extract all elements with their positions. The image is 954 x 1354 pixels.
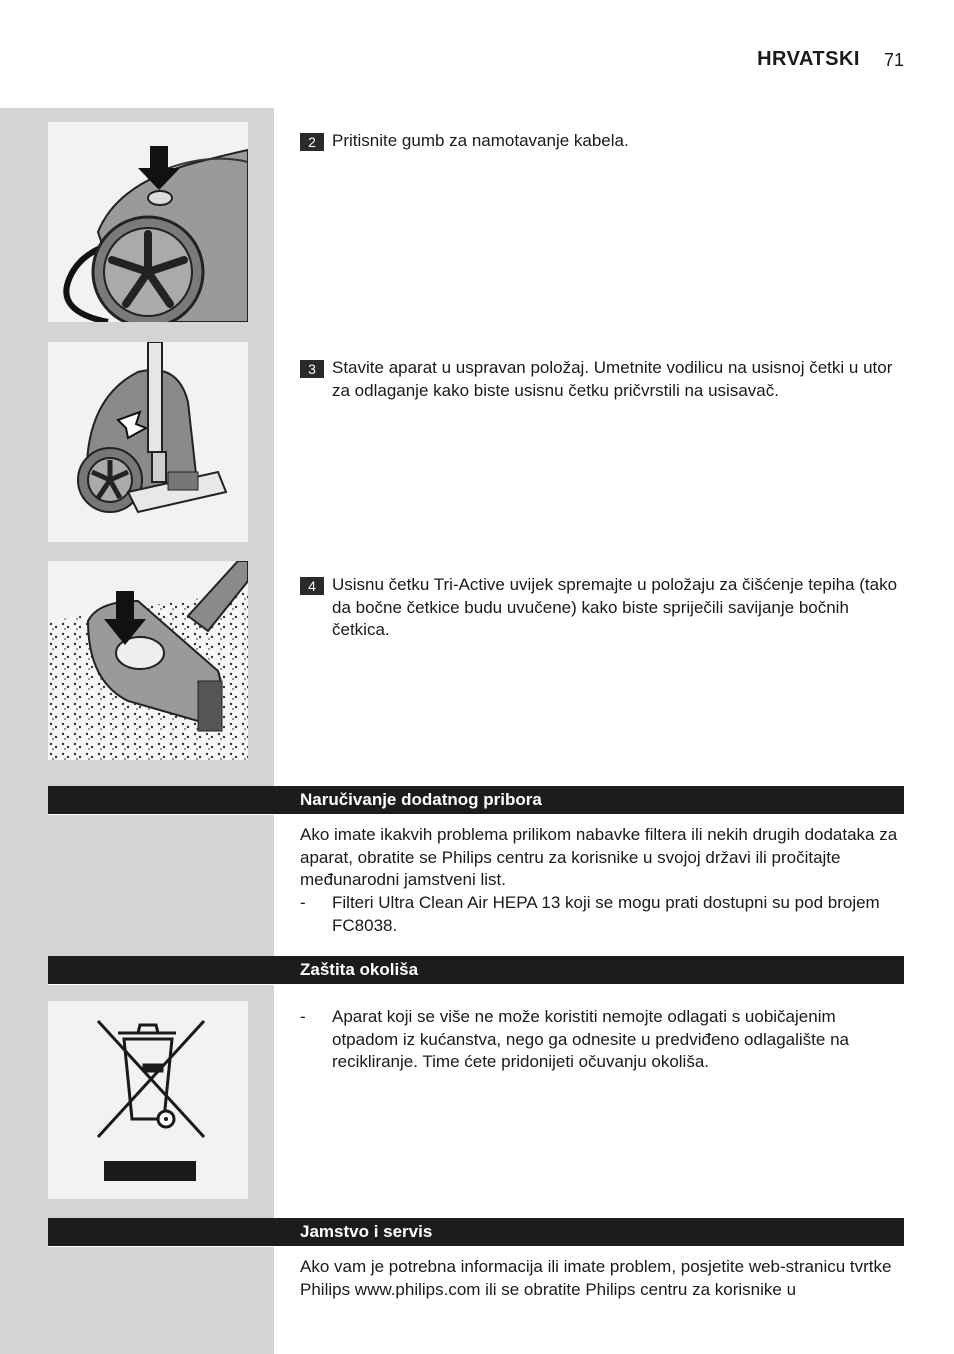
figure-upright-parking bbox=[48, 342, 248, 542]
bullet-dash: - bbox=[300, 893, 306, 912]
accessories-body: Ako imate ikakvih problema prilikom nabavke filtera ili nekih drugih dodataka za aparat, obratite se Philips centru za korisnike u svojoj državi ili pročitajte međunarodni jamstveni list. bbox=[300, 825, 898, 889]
bullet-text: Filteri Ultra Clean Air HEPA 13 koji se mogu prati dostupni su pod brojem FC8038. bbox=[332, 893, 880, 935]
divider bbox=[48, 984, 274, 985]
environment-bullet bbox=[300, 1006, 906, 1074]
step-4 bbox=[300, 574, 906, 642]
step-text: Usisnu četku Tri-Active uvijek spremajte u položaju za čišćenje tepiha (tako da bočne četkice budu uvučene) kako biste spriječili savijanje bočnih četkica. bbox=[332, 575, 898, 639]
warranty-body: Ako vam je potrebna informacija ili imate problem, posjetite web-stranicu tvrtke Philips www.philips.com ili se obratite Philips centru za korisnike u bbox=[300, 1257, 892, 1299]
divider bbox=[48, 814, 274, 815]
figure-recycle-bin-crossed bbox=[48, 1001, 248, 1199]
figure-pointer bbox=[248, 566, 274, 594]
step-number-badge: 3 bbox=[300, 360, 324, 378]
step-text: Stavite aparat u uspravan položaj. Umetnite vodilicu na usisnoj četki u utor za odlaganje kako biste usisnu četku pričvrstili na usisavač. bbox=[332, 358, 893, 400]
language-header: HRVATSKI bbox=[757, 48, 860, 70]
section-title: Naručivanje dodatnog pribora bbox=[300, 790, 542, 809]
bullet-dash: - bbox=[300, 1007, 306, 1026]
section-header-warranty bbox=[48, 1218, 904, 1246]
step-number-badge: 2 bbox=[300, 133, 324, 151]
divider bbox=[48, 1246, 274, 1247]
section-title: Zaštita okoliša bbox=[300, 960, 419, 979]
step-3 bbox=[300, 357, 906, 402]
figure-tri-active-nozzle bbox=[48, 561, 248, 760]
figure-pointer bbox=[248, 348, 274, 376]
section-header-environment bbox=[48, 956, 904, 984]
step-text: Pritisnite gumb za namotavanje kabela. bbox=[332, 131, 629, 150]
accessories-bullet bbox=[300, 892, 906, 937]
section-header-accessories bbox=[48, 786, 904, 814]
section-title: Jamstvo i servis bbox=[300, 1222, 433, 1241]
figure-pointer bbox=[248, 124, 274, 152]
figure-cord-rewind bbox=[48, 122, 248, 322]
page-number: 71 bbox=[883, 50, 904, 70]
step-number-badge: 4 bbox=[300, 577, 324, 595]
page-margin-top bbox=[0, 0, 274, 108]
step-2 bbox=[300, 130, 906, 153]
figure-pointer bbox=[248, 1004, 274, 1032]
bullet-text: Aparat koji se više ne može koristiti nemojte odlagati s uobičajenim otpadom iz kućanstva, nego ga odnesite u predviđeno odlagalište na recikliranje. Time ćete pridonijeti očuvanju okoliša. bbox=[332, 1007, 849, 1071]
